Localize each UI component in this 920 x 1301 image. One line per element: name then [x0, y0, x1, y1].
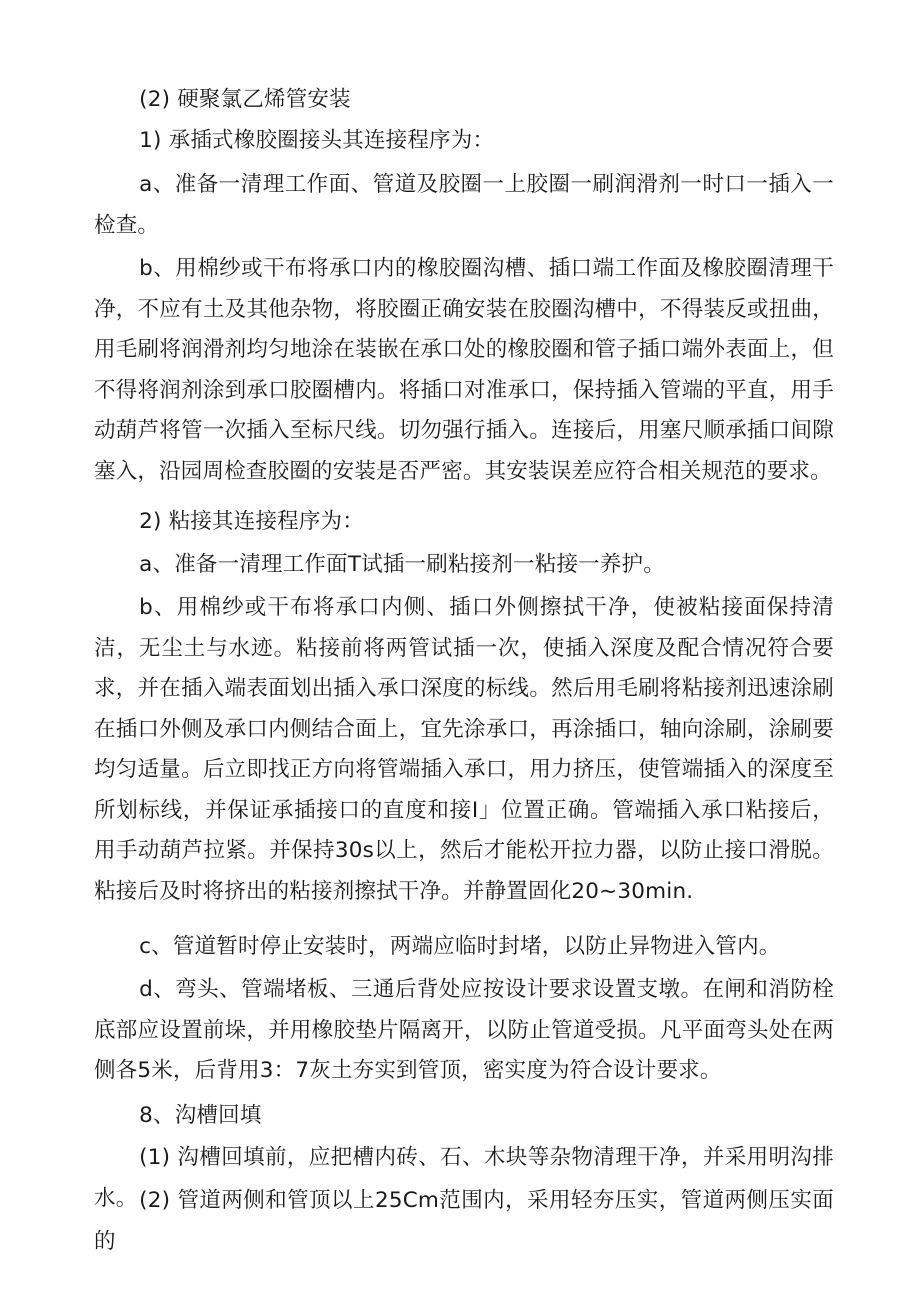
subsection-heading-rubber-ring: 1) 承插式橡胶圈接头其连接程序为： [139, 128, 495, 153]
section-title: (2) 硬聚氯乙烯管安装 [139, 87, 351, 112]
adhesive-step-d: d、弯头、管端堵板、三通后背处应按设计要求设置支墩。在闸和消防栓底部应设置前垛，并用橡胶垫片隔离开，以防止管道受损。凡平面弯头处在两侧各5米，后背用3：7灰土夯实到管顶，密实度为符合设计要求。 [94, 977, 834, 1083]
adhesive-step-b: b、用棉纱或干布将承口内侧、插口外侧擦拭干净，使被粘接面保持清洁，无尘土与水迹。粘接前将两管试插一次，使插入深度及配合情况符合要求，并在插入端表面划出插入承口深度的标线。然后用毛刷将粘接剂迅速涂刷在插口外侧及承口内侧结合面上，宜先涂承口，再涂插口，轴向涂刷，涂刷要均匀适量。后立即找正方向将管端插入承口，用力挤压，使管端插入的深度至所划标线，并保证承插接口的直度和接I」位置正确。管端插入承口粘接后，用手动葫芦拉紧。并保持30s以上，然后才能松开拉力器，以防止接口滑脱。粘接后及时将挤出的粘接剂擦拭干净。并静置固化20~30min. [94, 595, 834, 904]
adhesive-step-a: a、准备一清理工作面T试插一刷粘接剂一粘接一养护。 [139, 552, 665, 577]
backfill-item-2: (2) 管道两侧和管顶以上25Cm范围内，采用轻夯压实，管道两侧压实面的 [94, 1188, 834, 1254]
rubber-ring-step-b: b、用棉纱或干布将承口内的橡胶圈沟槽、插口端工作面及橡胶圈清理干净，不应有土及其他杂物，将胶圈正确安装在胶圈沟槽中，不得装反或扭曲，用毛刷将润滑剂均匀地涂在装嵌在承口处的橡胶圈和管子插口端外表面上，但不得将润剂涂到承口胶圈槽内。将插口对准承口，保持插入管端的平直，用手动葫芦将管一次插入至标尺线。切勿强行插入。连接后，用塞尺顺承插口间隙塞入，沿园周检查胶圈的安装是否严密。其安装误差应符合相关规范的要求。 [94, 256, 834, 484]
rubber-ring-step-a: a、准备一清理工作面、管道及胶圈一上胶圈一刷润滑剂一时口一插入一检查。 [94, 172, 834, 238]
adhesive-step-c: c、管道暂时停止安装时，两端应临时封堵，以防止异物进入管内。 [139, 934, 781, 959]
section-8-heading: 8、沟槽回填 [139, 1103, 262, 1128]
subsection-heading-adhesive: 2) 粘接其连接程序为： [139, 509, 364, 534]
backfill-item-1: (1) 沟槽回填前，应把槽内砖、石、木块等杂物清理干净，并采用明沟排水。 [94, 1145, 834, 1211]
